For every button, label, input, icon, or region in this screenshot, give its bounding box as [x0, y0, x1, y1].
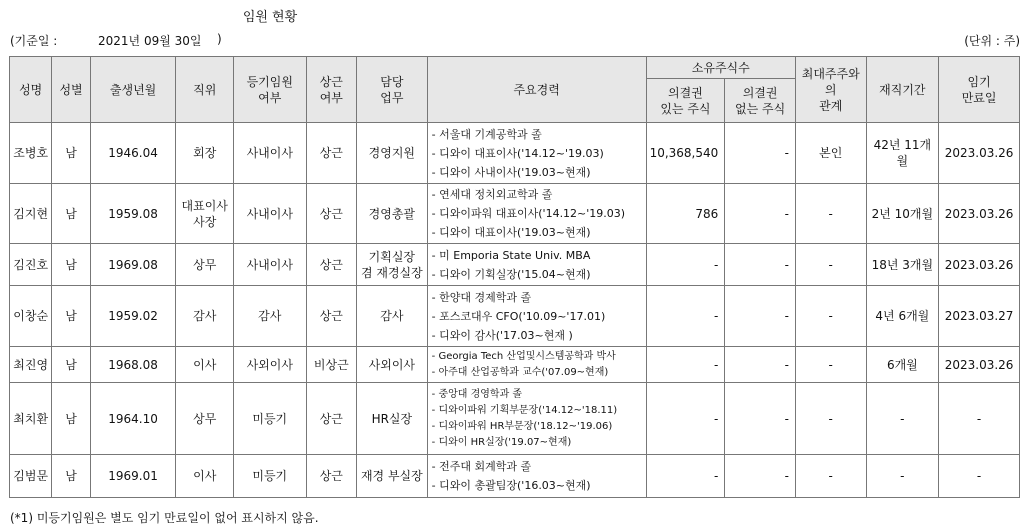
cell-birth: 1969.01 [90, 455, 176, 498]
header-name: 성명 [10, 57, 52, 123]
page-title: 임원 현황 [242, 10, 298, 25]
table-row [10, 184, 1020, 244]
table-row [10, 383, 1020, 455]
header-shares-voting-line2: 있는 주식 [660, 101, 711, 116]
cell-shares-voting: 786 [646, 184, 725, 244]
cell-gender: 남 [52, 184, 90, 244]
unit-label: (단위 : 주) [964, 34, 1020, 48]
career-line: - 디와이파워 HR부문장('18.12~'19.06) [431, 420, 613, 432]
cell-position [176, 383, 234, 455]
career-line: - Georgia Tech 산업및시스템공학과 박사 [431, 350, 616, 362]
career-line: - 디와이 감사('17.03~현재 ) [431, 328, 573, 342]
career-line: - 포스코대우 CFO('10.09~'17.01) [431, 309, 606, 323]
header-shares-nonvoting-line1: 의결권 [742, 85, 778, 100]
header-tenure: 재직기간 [866, 57, 939, 123]
cell-tenure: 2년 10개월 [866, 184, 939, 244]
cell-shares-nonvoting: - [725, 184, 796, 244]
header-registered-line1: 등기임원 [246, 74, 293, 89]
cell-registered: 미등기 [233, 383, 306, 455]
header-relation-line1: 최대주주와 [801, 66, 860, 81]
table-row [10, 347, 1020, 383]
cell-duty [357, 383, 428, 455]
cell-gender: 남 [52, 455, 90, 498]
cell-registered: 사외이사 [233, 347, 306, 383]
cell-fulltime: 상근 [306, 244, 356, 286]
cell-term-end: - [939, 455, 1020, 498]
cell-name: 조병호 [10, 123, 52, 184]
cell-gender: 남 [52, 347, 90, 383]
duty-line: 겸 재경실장 [360, 265, 423, 280]
table-row [10, 455, 1020, 498]
base-date-suffix: ) [217, 32, 222, 46]
cell-fulltime: 상근 [306, 383, 356, 455]
header-shares-nonvoting [725, 79, 796, 123]
position-line: 상무 [193, 411, 217, 426]
cell-shares-voting: - [646, 244, 725, 286]
base-date-prefix: (기준일 : [10, 34, 58, 48]
cell-term-end: 2023.03.26 [939, 347, 1020, 383]
cell-shares-voting: - [646, 383, 725, 455]
cell-term-end: 2023.03.27 [939, 286, 1020, 347]
cell-position [176, 455, 234, 498]
career-line: - 미 Emporia State Univ. MBA [431, 248, 591, 262]
footnote: (*1) 미등기임원은 별도 임기 만료일이 없어 표시하지 않음. [10, 511, 319, 525]
career-line: - 디와이 HR실장('19.07~현재) [431, 436, 572, 448]
cell-name: 김진호 [10, 244, 52, 286]
cell-shares-nonvoting: - [725, 123, 796, 184]
duty-line: 경영총괄 [368, 206, 416, 221]
cell-career [427, 347, 646, 383]
header-fulltime-line1: 상근 [319, 74, 343, 89]
header-term-end-line2: 만료일 [961, 90, 997, 105]
header-shares-voting-line1: 의결권 [668, 85, 703, 100]
cell-term-end: - [939, 383, 1020, 455]
header-registered [233, 57, 306, 123]
cell-birth: 1964.10 [90, 383, 176, 455]
duty-line: HR실장 [371, 411, 413, 426]
career-line: - 디와이 사내이사('19.03~현재) [431, 165, 591, 179]
base-date-value: 2021년 09월 30일 [98, 34, 202, 48]
cell-tenure: 4년 6개월 [866, 286, 939, 347]
career-line: - 디와이파워 기획부문장('14.12~'18.11) [431, 404, 618, 416]
cell-tenure: - [866, 455, 939, 498]
cell-name: 최진영 [10, 347, 52, 383]
position-line: 이사 [193, 357, 217, 372]
career-line: - 디와이 대표이사('19.03~현재) [431, 226, 591, 239]
career-line: - 아주대 산업공학과 교수('07.09~현재) [431, 366, 609, 378]
position-line: 대표이사 [181, 198, 228, 213]
cell-duty [357, 286, 428, 347]
executive-table [9, 56, 1020, 498]
table-row [10, 286, 1020, 347]
cell-position [176, 244, 234, 286]
cell-tenure: - [866, 383, 939, 455]
header-term-end [939, 57, 1020, 123]
header-duty-line2: 업무 [380, 90, 404, 105]
cell-birth: 1968.08 [90, 347, 176, 383]
cell-duty [357, 455, 428, 498]
header-gender: 성별 [52, 57, 90, 123]
cell-position [176, 184, 234, 244]
cell-position [176, 347, 234, 383]
header-shares-nonvoting-line2: 없는 주식 [735, 101, 786, 116]
cell-relation: - [795, 244, 866, 286]
table-row [10, 123, 1020, 184]
cell-name: 이창순 [10, 286, 52, 347]
cell-shares-nonvoting: - [725, 286, 796, 347]
header-duty [357, 57, 428, 123]
cell-tenure: 42년 11개월 [866, 123, 939, 184]
cell-shares-nonvoting: - [725, 455, 796, 498]
cell-relation: 본인 [795, 123, 866, 184]
cell-name: 김범문 [10, 455, 52, 498]
table-row [10, 244, 1020, 286]
career-line: - 디와이 총괄팀장('16.03~현재) [431, 479, 591, 492]
subheader [10, 32, 1020, 48]
cell-career [427, 244, 646, 286]
duty-line: 재경 부실장 [360, 469, 423, 483]
header-term-end-line1: 임기 [967, 74, 991, 89]
cell-shares-voting: - [646, 455, 725, 498]
header-relation [795, 57, 866, 123]
position-line: 이사 [193, 469, 217, 483]
cell-position [176, 286, 234, 347]
header-registered-line2: 여부 [258, 90, 282, 105]
cell-fulltime: 비상근 [306, 347, 356, 383]
career-line: - 디와이 기획실장('15.04~현재) [431, 267, 591, 281]
cell-birth: 1946.04 [90, 123, 176, 184]
cell-relation: - [795, 286, 866, 347]
header-birth: 출생년월 [90, 57, 176, 123]
career-line: - 중앙대 경영학과 졸 [431, 388, 523, 400]
cell-term-end: 2023.03.26 [939, 244, 1020, 286]
cell-gender: 남 [52, 123, 90, 184]
position-line: 회장 [193, 146, 217, 160]
cell-position [176, 123, 234, 184]
cell-duty [357, 347, 428, 383]
cell-registered: 사내이사 [233, 184, 306, 244]
cell-fulltime: 상근 [306, 286, 356, 347]
cell-relation: - [795, 184, 866, 244]
header-relation-line3: 관계 [819, 98, 843, 113]
cell-shares-voting: - [646, 347, 725, 383]
cell-fulltime: 상근 [306, 184, 356, 244]
cell-career [427, 123, 646, 184]
cell-term-end: 2023.03.26 [939, 123, 1020, 184]
cell-registered: 사내이사 [233, 244, 306, 286]
cell-shares-voting: - [646, 286, 725, 347]
duty-line: 감사 [380, 309, 404, 323]
cell-birth: 1959.02 [90, 286, 176, 347]
position-line: 감사 [193, 309, 217, 323]
cell-gender: 남 [52, 244, 90, 286]
header-duty-line1: 담당 [380, 74, 404, 89]
header-fulltime-line2: 여부 [319, 90, 343, 105]
cell-career [427, 455, 646, 498]
header-fulltime [306, 57, 356, 123]
cell-term-end: 2023.03.26 [939, 184, 1020, 244]
cell-registered: 미등기 [233, 455, 306, 498]
cell-name: 최치환 [10, 383, 52, 455]
cell-duty [357, 184, 428, 244]
cell-shares-nonvoting: - [725, 244, 796, 286]
career-line: - 디와이 대표이사('14.12~'19.03) [431, 146, 604, 160]
header-shares: 소유주식수 [646, 57, 795, 79]
cell-name: 김지현 [10, 184, 52, 244]
cell-registered: 감사 [233, 286, 306, 347]
cell-relation: - [795, 347, 866, 383]
duty-line: 경영지원 [368, 146, 416, 160]
cell-shares-nonvoting: - [725, 383, 796, 455]
career-line: - 한양대 경제학과 졸 [431, 290, 532, 304]
career-line: - 디와이파워 대표이사('14.12~'19.03) [431, 207, 626, 220]
cell-birth: 1969.08 [90, 244, 176, 286]
cell-career [427, 286, 646, 347]
cell-birth: 1959.08 [90, 184, 176, 244]
cell-duty [357, 244, 428, 286]
cell-tenure: 18년 3개월 [866, 244, 939, 286]
duty-line: 사외이사 [368, 357, 416, 372]
cell-tenure: 6개월 [866, 347, 939, 383]
cell-fulltime: 상근 [306, 123, 356, 184]
cell-gender: 남 [52, 383, 90, 455]
cell-duty [357, 123, 428, 184]
header-position: 직위 [176, 57, 234, 123]
cell-shares-voting: 10,368,540 [646, 123, 725, 184]
header-relation-line2: 의 [824, 82, 837, 97]
cell-gender: 남 [52, 286, 90, 347]
cell-registered: 사내이사 [233, 123, 306, 184]
cell-relation: - [795, 383, 866, 455]
cell-shares-nonvoting: - [725, 347, 796, 383]
header-career: 주요경력 [427, 57, 646, 123]
career-line: - 서울대 기계공학과 졸 [431, 127, 542, 141]
cell-fulltime: 상근 [306, 455, 356, 498]
position-line: 사장 [193, 214, 217, 229]
career-line: - 연세대 정치외교학과 졸 [431, 188, 553, 201]
cell-career [427, 383, 646, 455]
duty-line: 기획실장 [368, 249, 416, 264]
header-shares-voting [646, 79, 725, 123]
career-line: - 전주대 회계학과 졸 [431, 460, 532, 473]
cell-relation: - [795, 455, 866, 498]
position-line: 상무 [193, 257, 217, 272]
cell-career [427, 184, 646, 244]
